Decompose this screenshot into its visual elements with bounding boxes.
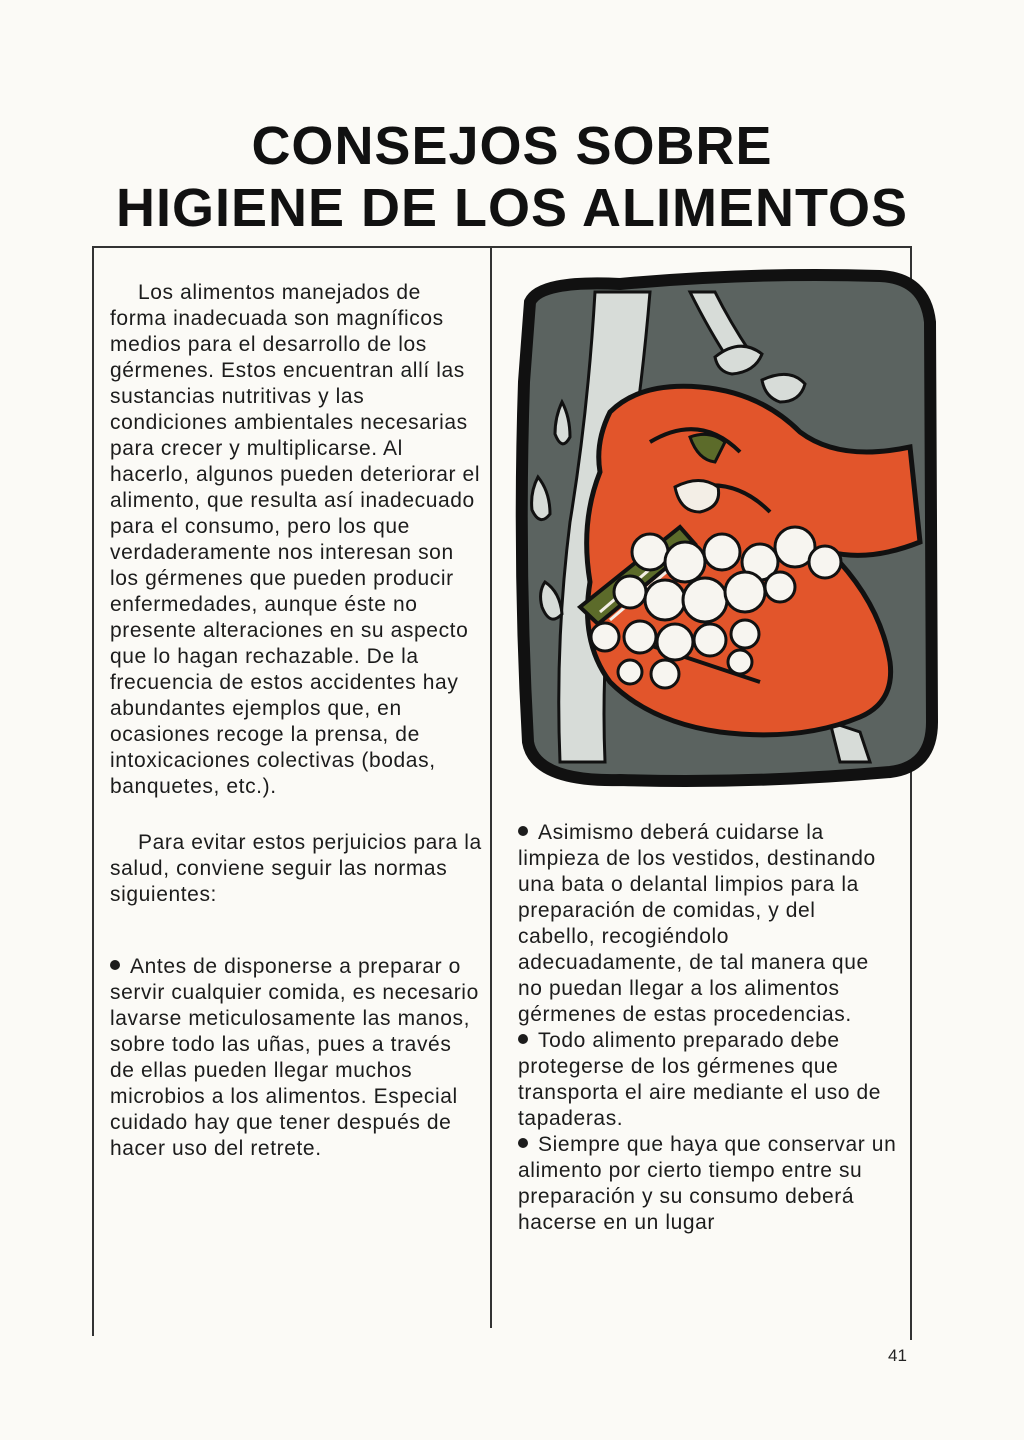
page-title-line-1: CONSEJOS SOBRE	[251, 116, 773, 176]
frame-left-rule	[92, 246, 94, 1336]
bullet-dot-icon	[518, 1034, 528, 1044]
bullet-text: Asimismo deberá cuidarse la limpieza de los vestidos, destinando una bata o delantal limpios para la preparación de comidas, y del cabello, recogiéndolo adecuadamente, de tal manera que no puedan llegar a los alimentos gérmenes de estas procedencias.	[518, 821, 876, 1026]
bullet-text: Siempre que haya que conservar un alimento por cierto tiempo entre su preparación y su consumo deberá hacerse en un lugar	[518, 1133, 897, 1234]
intro-paragraph: Los alimentos manejados de forma inadecuada son magníficos medios para el desarrollo de los gérmenes. Estos encuentran allí las sustancias nutritivas y las condiciones ambientales necesarias para crecer y multiplicarse. Al hacerlo, algunos pueden deteriorar el alimento, que resulta así inadecuado para el consumo, pero los que verdaderamente nos interesan son los gérmenes que pueden producir enfermedades, aunque éste no presente alteraciones en su aspecto que lo hagan rechazable. De la frecuencia de estos accidentes hay abundantes ejemplos que, en ocasiones recoge la prensa, de intoxicaciones colectivas (bodas, banquetes, etc.).	[110, 281, 481, 798]
bullet-dot-icon	[518, 826, 528, 836]
left-column	[110, 280, 482, 1162]
right-column	[518, 820, 898, 1236]
bullet-text: Antes de disponerse a preparar o servir cualquier comida, es necesario lavarse meticulosamente las manos, sobre todo las uñas, pues a través de ellas pueden llegar muchos microbios a los alimentos. Especial cuidado hay que tener después de hacer uso del retrete.	[110, 955, 479, 1160]
bullet-item-storage	[518, 1132, 898, 1236]
frame-top-rule	[92, 246, 910, 248]
bullet-text: Todo alimento preparado debe protegerse de los gérmenes que transporta el aire mediante el uso de tapaderas.	[518, 1029, 882, 1130]
bullet-item-clothing	[518, 820, 898, 1028]
hands-washing-illustration	[500, 262, 945, 790]
page-number: 41	[888, 1346, 907, 1365]
page-title-line-2: HIGIENE DE LOS ALIMENTOS	[115, 178, 909, 238]
bullet-item-covers	[518, 1028, 898, 1132]
bullet-dot-icon	[518, 1138, 528, 1148]
bullet-item-handwashing	[110, 954, 482, 1162]
column-divider	[490, 246, 492, 1328]
norms-intro-paragraph: Para evitar estos perjuicios para la salud, conviene seguir las normas siguientes:	[110, 831, 482, 906]
bullet-dot-icon	[110, 960, 120, 970]
